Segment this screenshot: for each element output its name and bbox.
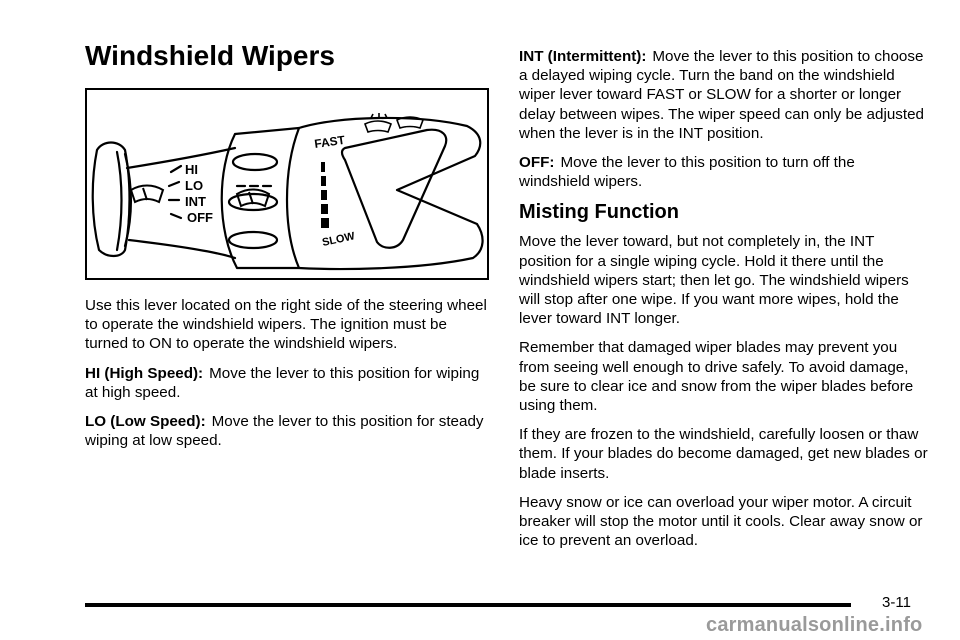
- label-hi: HI: [185, 162, 198, 177]
- wiper-lever-drawing: [87, 90, 487, 278]
- page-number: 3-11: [882, 594, 911, 611]
- setting-int: [519, 47, 929, 143]
- intro-paragraph: Use this lever located on the right side of the steering wheel to operate the windshield wipers. The ignition must be turned to ON to operate the windshield wipers.: [85, 297, 487, 353]
- setting-text: Move the lever to this position for steady wiping at low speed.: [85, 413, 484, 450]
- setting-term: LO (Low Speed):: [85, 413, 206, 431]
- misting-paragraph: Remember that damaged wiper blades may prevent you from seeing well enough to drive safely. To avoid damage, be sure to clear ice and snow from the wiper blades before using them.: [519, 339, 914, 415]
- setting-off: [519, 153, 929, 191]
- windshield-wiper-band-icon: [237, 190, 269, 207]
- label-fast: FAST: [313, 132, 346, 151]
- setting-text: Move the lever to this position for wiping at high speed.: [85, 364, 480, 401]
- wiper-lever-illustration: [85, 88, 489, 280]
- setting-term: OFF:: [519, 154, 555, 172]
- misting-heading: Misting Function: [519, 201, 679, 224]
- misting-paragraph: If they are frozen to the windshield, carefully loosen or thaw them. If your blades do become damaged, get new blades or blade inserts.: [519, 426, 928, 482]
- label-lo: LO: [185, 178, 204, 193]
- left-column: [85, 296, 487, 460]
- setting-text: Move the lever to this position to turn off the windshield wipers.: [519, 154, 855, 191]
- label-slow: SLOW: [321, 230, 356, 249]
- setting-term: INT (Intermittent):: [519, 48, 647, 65]
- footer-rule: [85, 603, 851, 607]
- setting-hi: [85, 364, 487, 402]
- delay-speed-scale: [321, 162, 329, 228]
- label-off: OFF: [187, 210, 213, 225]
- setting-term: HI (High Speed):: [85, 364, 204, 382]
- page-title: Windshield Wipers: [85, 40, 335, 71]
- windshield-wiper-icon: [131, 186, 163, 203]
- misting-paragraph: Heavy snow or ice can overload your wiper motor. A circuit breaker will stop the motor until it cools. Clear away snow or ice to prevent an overload.: [519, 493, 923, 550]
- setting-text: Move the lever to this position to choose a delayed wiping cycle. Turn the band on the windshield wiper lever toward FAST or SLOW for a shorter or longer delay between wipes. The wiper speed can only be adjusted when the lever is in the INT position.: [519, 48, 924, 142]
- watermark: carmanualsonline.info: [706, 614, 923, 636]
- setting-lo: [85, 412, 487, 450]
- right-column: [519, 47, 929, 560]
- label-int: INT: [185, 194, 206, 209]
- misting-paragraph: Move the lever toward, but not completely in, the INT position for a single wiping cycle. Hold it there until the windshield wipers start; then let go. The windshield wipers will stop after one wipe. If you want more wipes, hold the lever toward INT longer.: [519, 233, 909, 328]
- windshield-washer-icon: [365, 113, 423, 132]
